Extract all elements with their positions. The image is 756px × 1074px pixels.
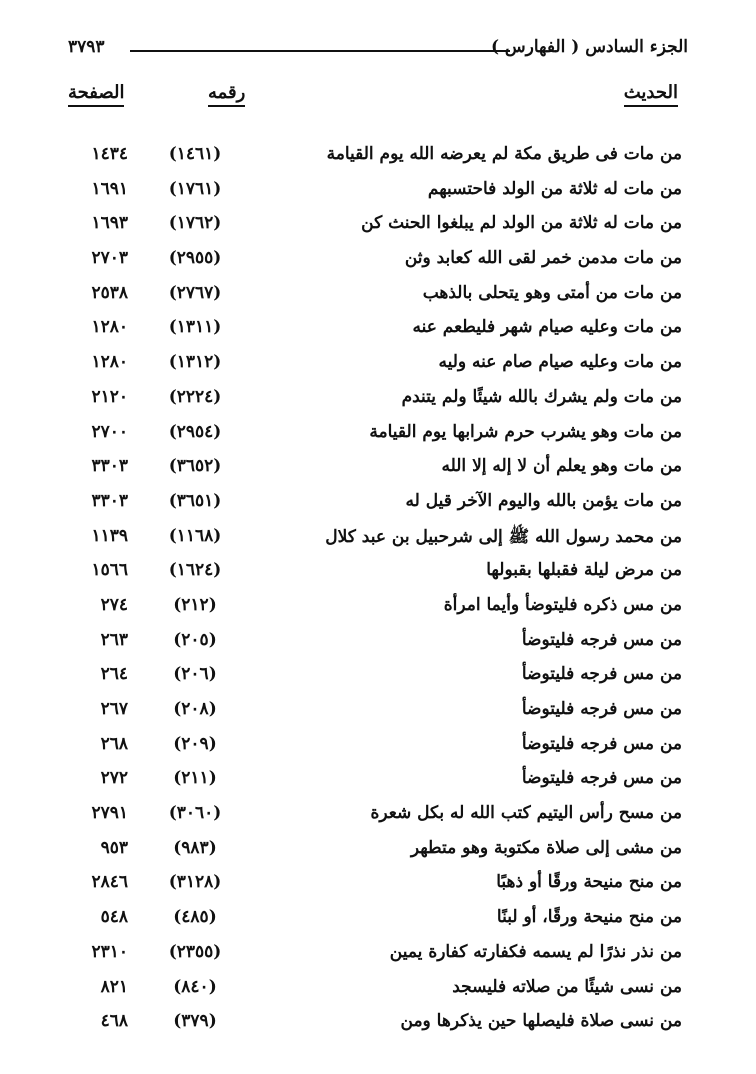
index-row	[68, 938, 688, 973]
hadith-number: (١٣١٢)	[168, 352, 222, 373]
page-ref: ٨٢١	[100, 976, 128, 997]
page-ref: ٢٨٤٦	[91, 872, 128, 893]
index-row	[68, 279, 688, 314]
index-row	[68, 244, 688, 279]
hadith-text: من نذر نذرًا لم يسمه فكفارته كفارة يمين	[389, 941, 682, 962]
index-row	[68, 140, 688, 175]
hadith-text: من مات مدمن خمر لقى الله كعابد وثن	[404, 248, 682, 269]
index-row	[68, 487, 688, 522]
index-row	[68, 348, 688, 383]
page-ref: ٢٦٣	[100, 629, 128, 650]
hadith-text: من مس فرجه فليتوضأ	[521, 664, 682, 685]
hadith-text: من مس فرجه فليتوضأ	[521, 768, 682, 789]
hadith-number: (١٦٢٤)	[168, 560, 222, 581]
page-ref: ٣٣٠٣	[91, 490, 128, 511]
hadith-number: (٢٠٩)	[173, 733, 217, 754]
index-row	[68, 209, 688, 244]
page-ref: ٢٦٤	[100, 664, 128, 685]
page-ref: ١٢٨٠	[91, 352, 128, 373]
hadith-text: من مات له ثلاثة من الولد لم يبلغوا الحنث كن	[361, 213, 682, 234]
hadith-text: من مرض ليلة فقبلها بقبولها	[486, 560, 682, 581]
page-ref: ٢٧٩١	[91, 803, 128, 824]
index-row	[68, 383, 688, 418]
hadith-text: من مات وعليه صيام شهر فليطعم عنه	[412, 317, 682, 338]
hadith-text: من مات وهو يشرب حرم شرابها يوم القيامة	[369, 421, 682, 442]
hadith-text: من مات له ثلاثة من الولد فاحتسبهم	[427, 178, 682, 199]
page-ref: ٢٧٤	[100, 594, 128, 615]
hadith-text: من نسى شيئًا من صلاته فليسجد	[452, 976, 682, 997]
index-table	[68, 140, 688, 1042]
hadith-number: (٩٨٣)	[173, 837, 217, 858]
page-ref: ٢٦٧	[100, 699, 128, 719]
page-number: ٣٧٩٣	[68, 37, 105, 57]
hadith-text: من مات من أمتى وهو يتحلى بالذهب	[422, 282, 682, 303]
hadith-number: (٣٧٩)	[173, 1011, 217, 1032]
hadith-text: من مسح رأس اليتيم كتب الله له بكل شعرة	[370, 803, 682, 824]
hadith-number: (٨٤٠)	[173, 976, 217, 997]
hadith-number: (٢٠٨)	[173, 699, 217, 719]
hadith-text: من مس فرجه فليتوضأ	[521, 699, 682, 719]
column-header-number: رقمه	[208, 82, 245, 107]
index-row	[68, 1007, 688, 1042]
hadith-number: (٣١٢٨)	[168, 872, 222, 893]
hadith-number: (٢٩٥٤)	[168, 421, 222, 442]
page-ref: ٩٥٣	[100, 837, 128, 858]
index-row	[68, 175, 688, 210]
page-ref: ٢١٢٠	[91, 386, 128, 407]
page-ref: ١٥٦٦	[91, 560, 128, 581]
index-row	[68, 313, 688, 348]
hadith-text: من محمد رسول الله ﷺ إلى شرحبيل بن عبد كلال	[325, 526, 682, 547]
page-ref: ٤٦٨	[100, 1011, 128, 1032]
index-row	[68, 695, 688, 730]
header-rule	[130, 50, 510, 52]
index-row	[68, 660, 688, 695]
index-row	[68, 868, 688, 903]
column-headers	[68, 82, 688, 116]
index-row	[68, 556, 688, 591]
index-row	[68, 452, 688, 487]
page-ref: ١٦٩١	[91, 178, 128, 199]
page-ref: ٢٥٣٨	[91, 282, 128, 303]
page-ref: ١٦٩٣	[91, 213, 128, 234]
hadith-number: (٣٦٥٢)	[168, 456, 222, 477]
index-row	[68, 418, 688, 453]
column-header-hadith: الحديث	[624, 82, 678, 107]
hadith-number: (٢٩٥٥)	[168, 248, 222, 269]
index-row	[68, 973, 688, 1008]
hadith-number: (٢١١)	[173, 768, 217, 789]
hadith-number: (٢٧٦٧)	[168, 282, 222, 303]
hadith-number: (٣٠٦٠)	[168, 803, 222, 824]
hadith-number: (٢٠٥)	[173, 629, 217, 650]
page-ref: ١٤٣٤	[91, 144, 128, 164]
running-title: الجزء السادس ( الفهارس )	[490, 37, 688, 57]
index-row	[68, 730, 688, 765]
hadith-text: من منح منيحة ورقًا، أو لبنًا	[496, 907, 682, 928]
page-ref: ٢٦٨	[100, 733, 128, 754]
page-ref: ٥٤٨	[100, 907, 128, 928]
index-row	[68, 764, 688, 799]
hadith-number: (١٣١١)	[168, 317, 222, 338]
page-ref: ٢٧٠٠	[91, 421, 128, 442]
hadith-number: (٣٦٥١)	[168, 490, 222, 511]
hadith-number: (٢١٢)	[173, 594, 217, 615]
page-ref: ٢٧٢	[100, 768, 128, 789]
running-header	[68, 37, 688, 67]
hadith-text: من نسى صلاة فليصلها حين يذكرها ومن	[400, 1011, 682, 1032]
hadith-text: من مس فرجه فليتوضأ	[521, 629, 682, 650]
hadith-text: من مات ولم يشرك بالله شيئًا ولم يتندم	[401, 386, 682, 407]
hadith-text: من مات وهو يعلم أن لا إله إلا الله	[441, 456, 682, 477]
hadith-text: من مات يؤمن بالله واليوم الآخر قيل له	[405, 490, 682, 511]
column-header-page: الصفحة	[68, 82, 124, 107]
hadith-text: من مات فى طريق مكة لم يعرضه الله يوم القيامة	[326, 144, 682, 164]
index-row	[68, 626, 688, 661]
page-ref: ٣٣٠٣	[91, 456, 128, 477]
hadith-number: (٢٠٦)	[173, 664, 217, 685]
hadith-number: (١١٦٨)	[168, 525, 222, 546]
hadith-number: (١٧٦١)	[168, 178, 222, 199]
page-ref: ٢٧٠٣	[91, 248, 128, 269]
index-row	[68, 834, 688, 869]
hadith-text: من مشى إلى صلاة مكتوبة وهو متطهر	[410, 837, 682, 858]
index-row	[68, 903, 688, 938]
index-row	[68, 799, 688, 834]
hadith-text: من مس فرجه فليتوضأ	[521, 733, 682, 754]
index-row	[68, 522, 688, 557]
hadith-number: (٢٣٥٥)	[168, 941, 222, 962]
hadith-number: (١٤٦١)	[168, 144, 222, 164]
index-row	[68, 591, 688, 626]
page-ref: ١٢٨٠	[91, 317, 128, 338]
hadith-number: (١٧٦٢)	[168, 213, 222, 234]
hadith-number: (٤٨٥)	[173, 907, 217, 928]
page-ref: ١١٣٩	[91, 525, 128, 546]
hadith-text: من مات وعليه صيام صام عنه وليه	[438, 352, 682, 373]
hadith-number: (٢٢٢٤)	[168, 386, 222, 407]
page-ref: ٢٣١٠	[91, 941, 128, 962]
hadith-text: من مس ذكره فليتوضأ وأيما امرأة	[443, 594, 682, 615]
hadith-text: من منح منيحة ورقًا أو ذهبًا	[496, 872, 682, 893]
